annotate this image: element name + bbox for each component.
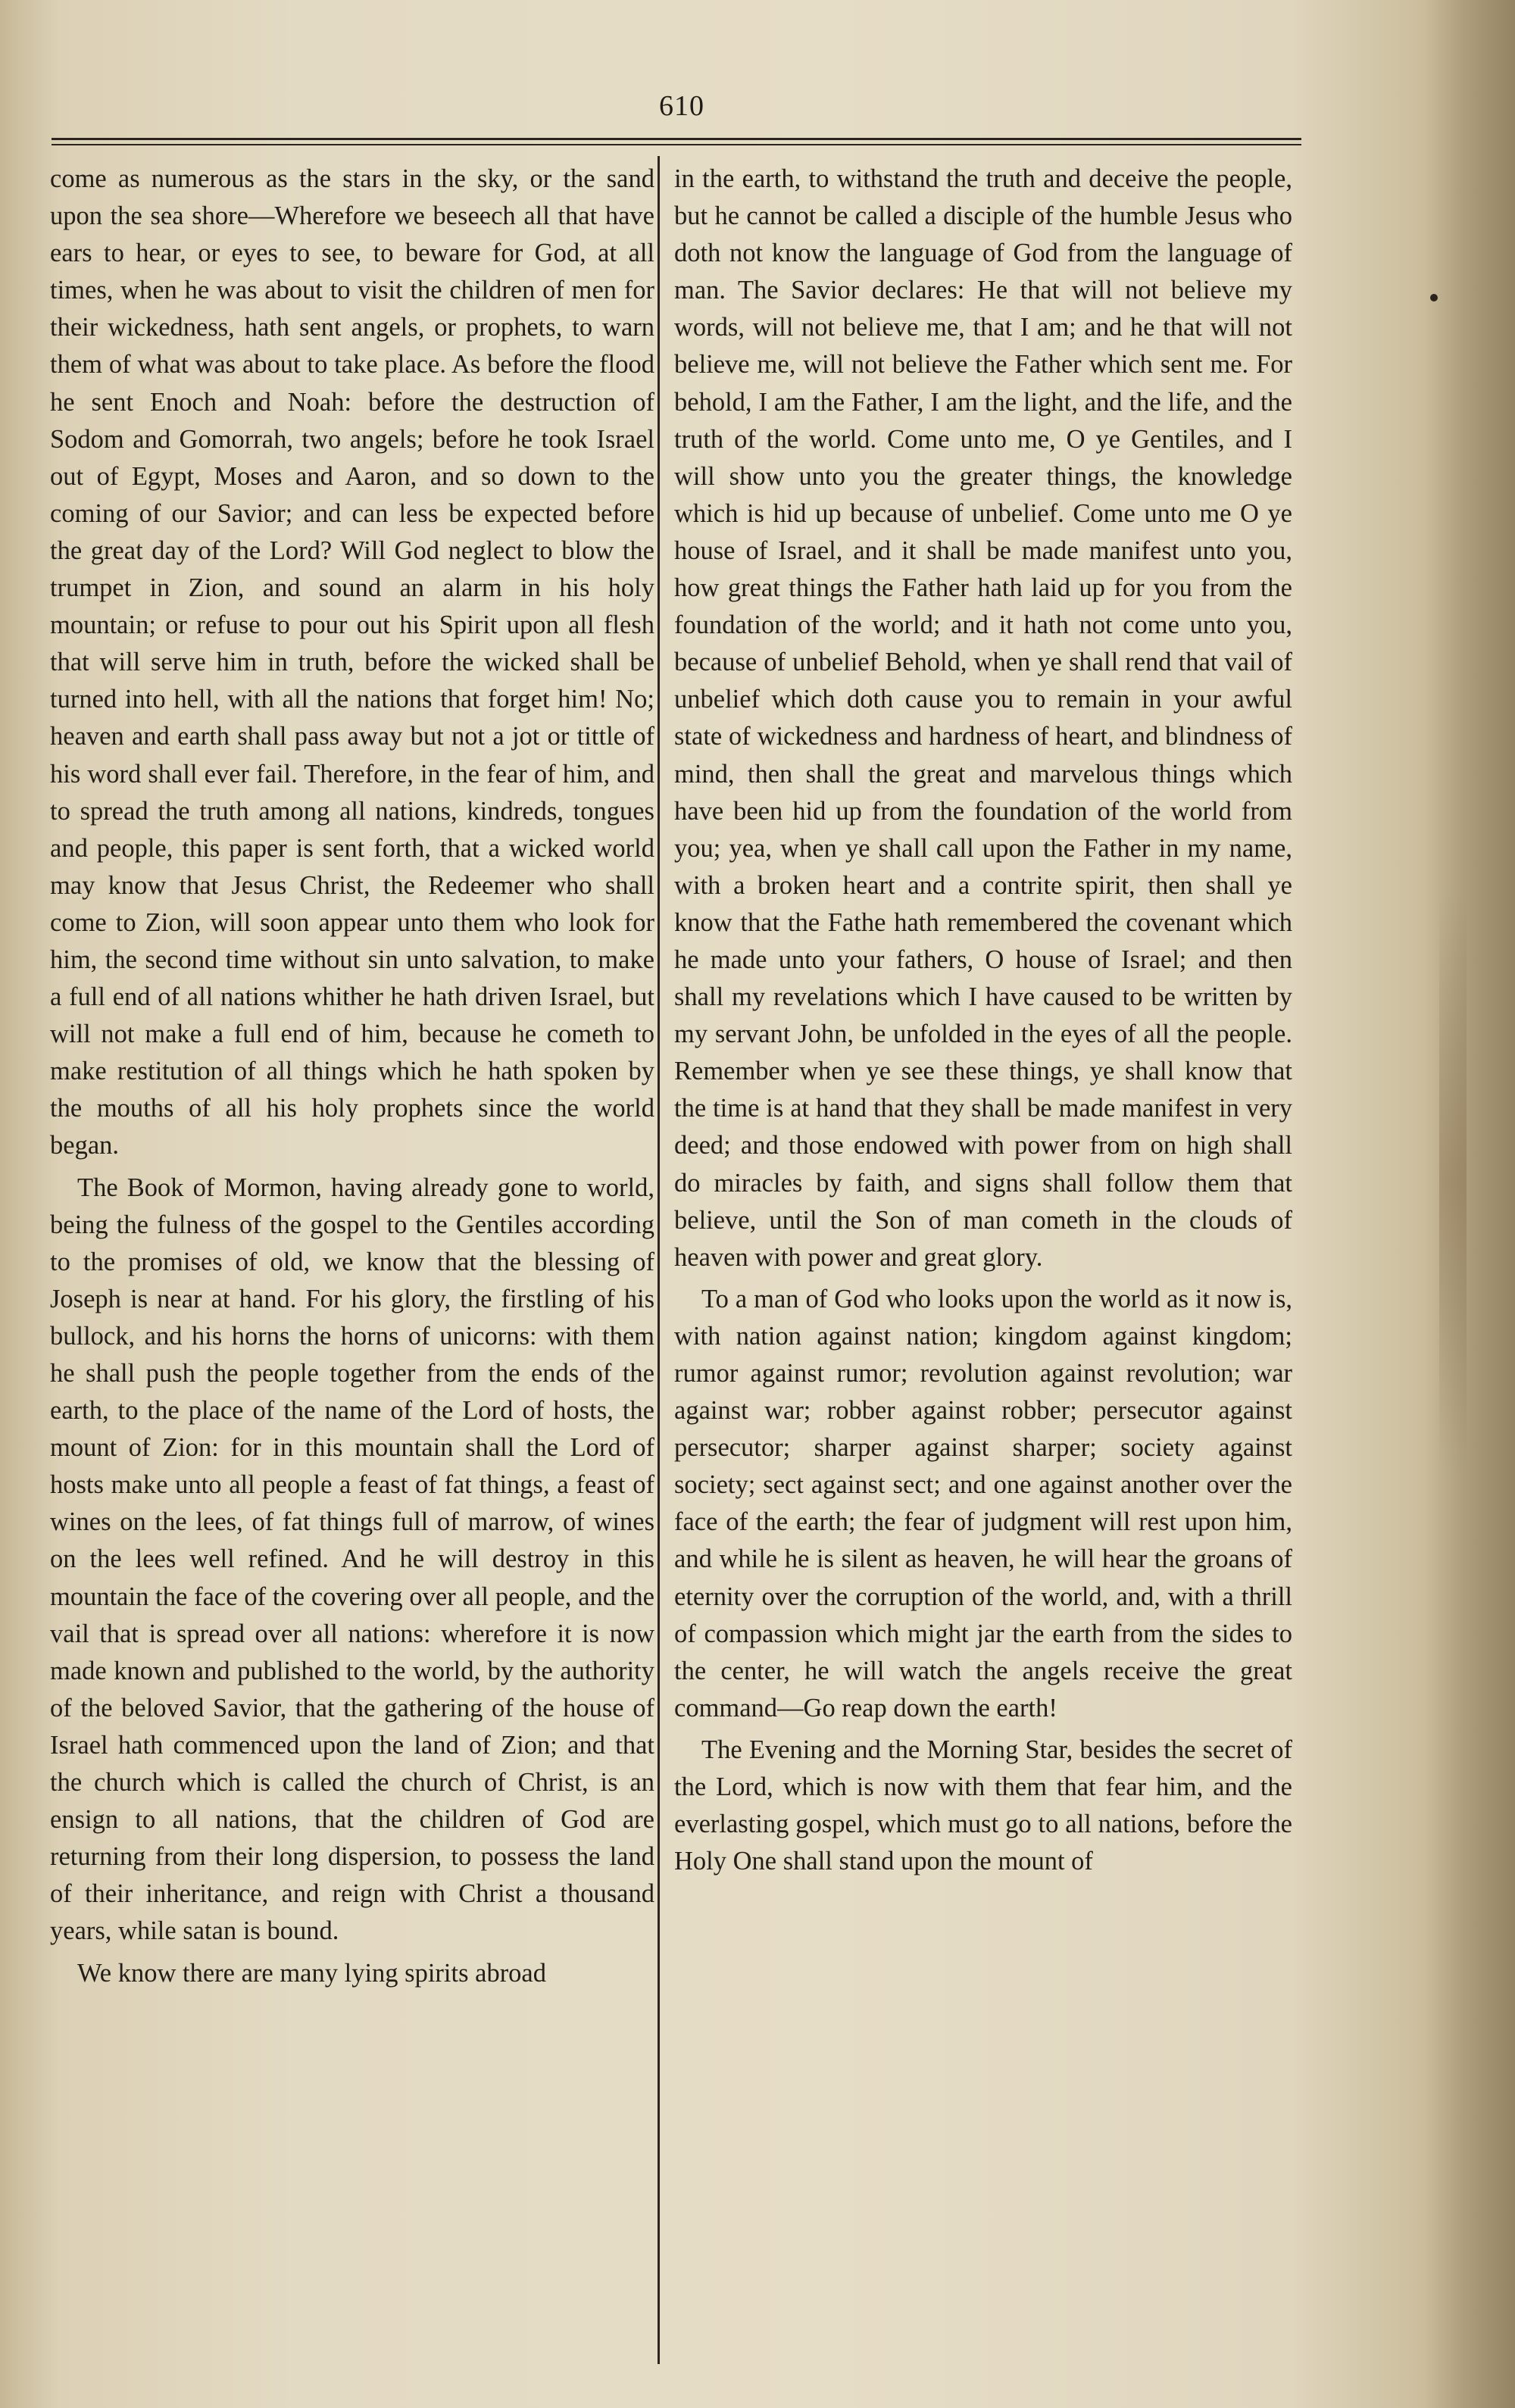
page-edge-shadow [1424, 0, 1515, 2408]
right-paragraph-1: in the earth, to withstand the truth and deceive the people, but he cannot be called a disciple of the humble Jesus who doth not know the language of God from the language of man. The Savior declares: He that will not believe my words, will not believe me, that I am; and he that will not believe me, will not believe the Father which sent me. For behold, I am the Father, I am the light, and the life, and the truth of the world. Come unto me, O ye Gentiles, and I will show unto you the greater things, the knowledge which is hid up because of unbelief. Come unto me O ye house of Israel, and it shall be made manifest unto you, how great things the Father hath laid up for you from the foundation of the world; and it hath not come unto you, because of unbelief Behold, when ye shall rend that vail of unbelief which doth cause you to remain in your awful state of wickedness and hardness of heart, and blindness of mind, then shall the great and marvelous things which have been hid up from the foundation of the world from you; yea, when ye shall call upon the Father in my name, with a broken heart and a contrite spirit, then shall ye know that the Fathe hath remembered the covenant which he made unto your fathers, O house of Israel; and then shall my revelations which I have caused to be written by my servant John, be unfolded in the eyes of all the people. Remember when ye see these things, ye shall know that the time is at hand that they shall be made manifest in very deed; and those endowed with power from on high shall do miracles by faith, and signs shall follow them that believe, until the Son of man cometh in the clouds of heaven with power and great glory. [674, 164, 1292, 1272]
header-rule-bottom [52, 144, 1301, 145]
left-paragraph-3: We know there are many lying spirits abroad [77, 1958, 546, 1988]
binding-strip [1439, 894, 1467, 1469]
column-divider [658, 156, 660, 2364]
page-number: 610 [659, 90, 704, 122]
header-rule-top [52, 138, 1301, 140]
left-column [50, 161, 654, 1997]
right-column [674, 161, 1292, 1885]
right-paragraph-3: The Evening and the Morning Star, besides the secret of the Lord, which is now with them that fear him, and the everlasting gospel, which must go to all nations, before the Holy One shall stand upon the mount of [674, 1735, 1292, 1876]
right-paragraph-2: To a man of God who looks upon the world as it now is, with nation against nation; kingdom against kingdom; rumor against rumor; revolution against revolution; war against war; robber against robber; persecutor against persecutor; sharper against sharper; society against society; sect against sect; and one against another over the face of the earth; the fear of judgment will rest upon him, and while he is silent as heaven, he will hear the groans of eternity over the corruption of the world, and, with a thrill of compassion which might jar the earth from the sides to the center, he will watch the angels receive the great command—Go reap down the earth! [674, 1284, 1292, 1722]
left-paragraph-2: The Book of Mormon, having already gone to world, being the fulness of the gospel to the Gentiles according to the promises of old, we know that the blessing of Joseph is near at hand. For his glory, the firstling of his bullock, and his horns the horns of unicorns: with them he shall push the people together from the ends of the earth, to the place of the name of the Lord of hosts, the mount of Zion: for in this mountain shall the Lord of hosts make unto all people a feast of fat things, a feast of wines on the lees, of fat things full of marrow, of wines on the lees well refined. And he will destroy in this mountain the face of the covering over all people, and the vail that is spread over all nations: wherefore it is now made known and published to the world, by the authority of the beloved Savior, that the gathering of the house of Israel hath commenced upon the land of Zion; and that the church which is called the church of Christ, is an ensign to all nations, that the children of God are returning from their long dispersion, to possess the land of their inheritance, and reign with Christ a thousand years, while satan is bound. [50, 1173, 654, 1946]
left-paragraph-1: come as numerous as the stars in the sky, or the sand upon the sea shore—Wherefore we beseech all that have ears to hear, or eyes to see, to beware for God, at all times, when he was about to visit the children of men for their wickedness, hath sent angels, or prophets, to warn them of what was about to take place. As before the flood he sent Enoch and Noah: before the destruction of Sodom and Gomorrah, two angels; before he took Israel out of Egypt, Moses and Aaron, and so down to the coming of our Savior; and can less be expected before the great day of the Lord? Will God neglect to blow the trumpet in Zion, and sound an alarm in his holy mountain; or refuse to pour out his Spirit upon all flesh that will serve him in truth, before the wicked shall be turned into hell, with all the nations that forget him! No; heaven and earth shall pass away but not a jot or tittle of his word shall ever fail. Therefore, in the fear of him, and to spread the truth among all nations, kindreds, tongues and people, this paper is sent forth, that a wicked world may know that Jesus Christ, the Redeemer who shall come to Zion, will soon appear unto them who look for him, the second time without sin unto salvation, to make a full end of all nations whither he hath driven Israel, but will not make a full end of him, because he cometh to make restitution of all things which he hath spoken by the mouths of all his holy prophets since the world began. [50, 164, 654, 1160]
margin-dot [1430, 294, 1438, 301]
